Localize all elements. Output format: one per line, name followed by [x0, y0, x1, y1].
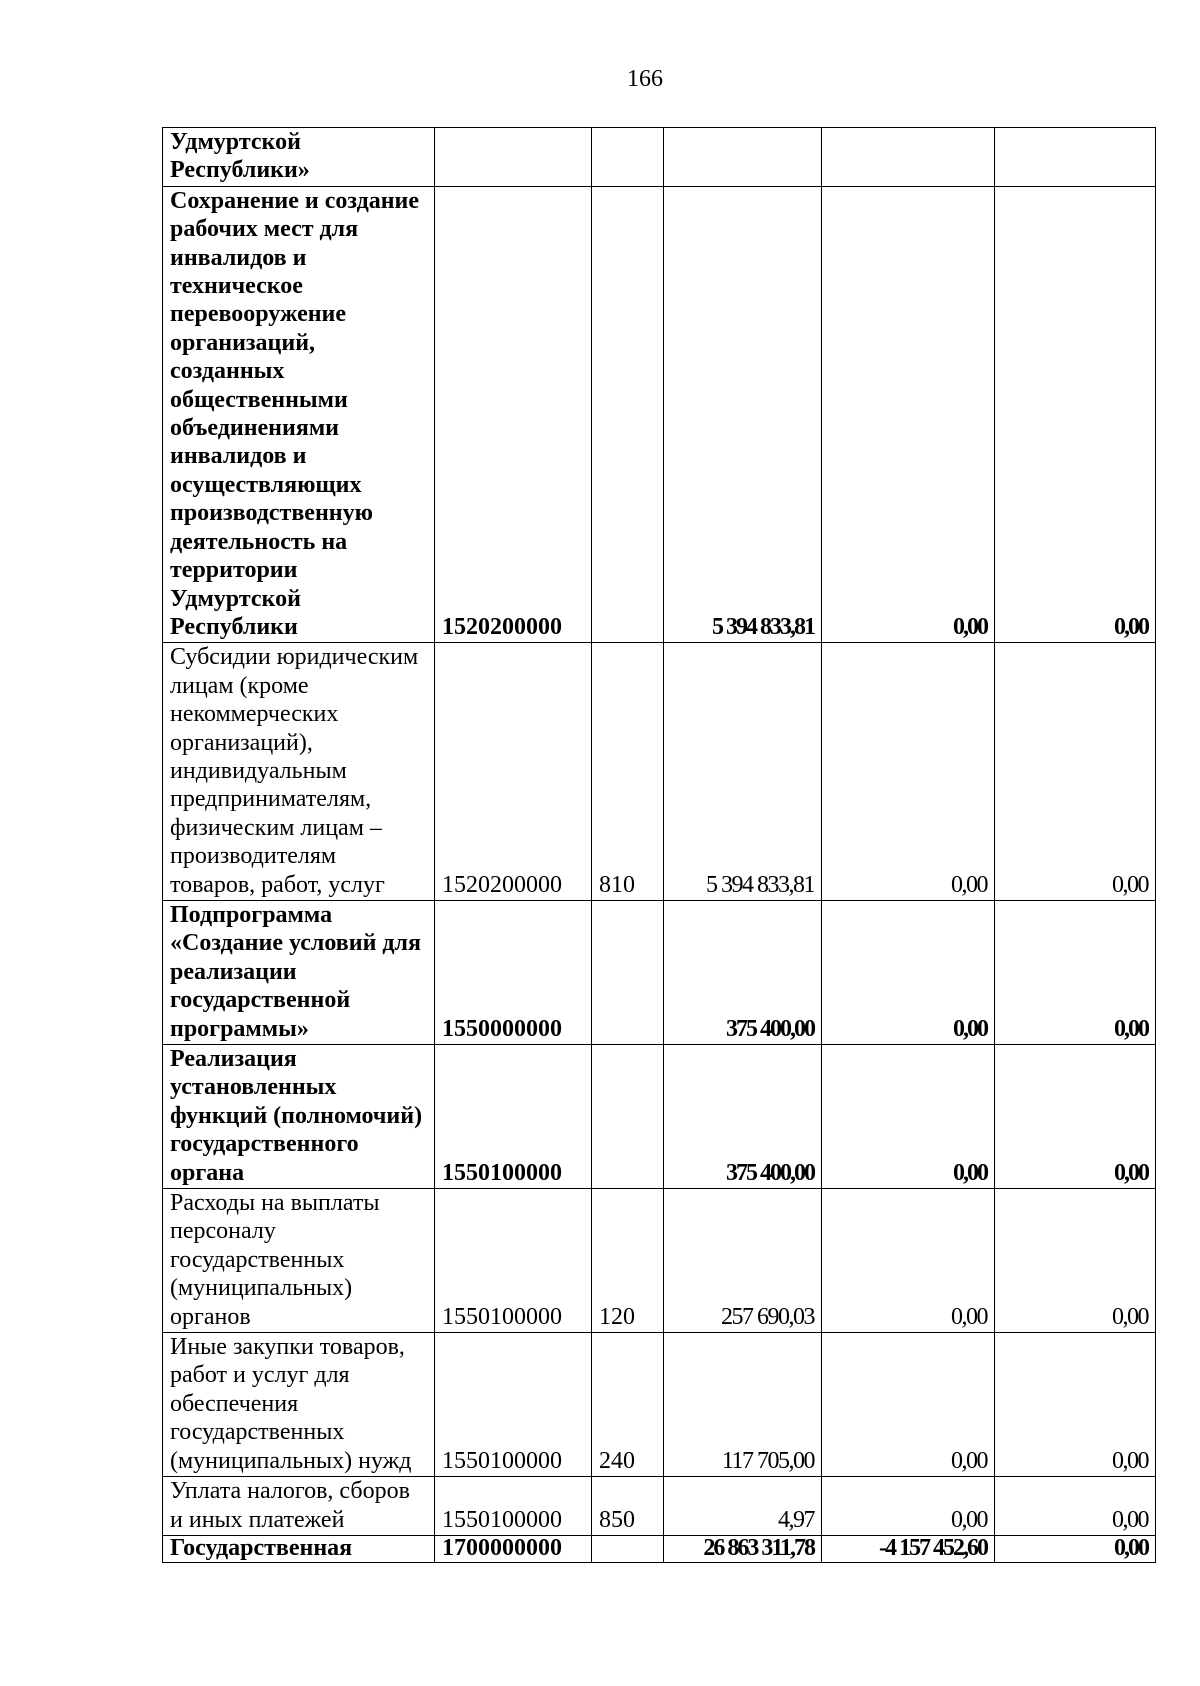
- table-row: [163, 1535, 1156, 1562]
- row-code: 1550100000: [435, 1189, 592, 1333]
- row-code: [435, 128, 592, 187]
- row-value-2: 0,00: [822, 1477, 995, 1536]
- row-name: Сохранение и создание рабочих мест для инвалидов и техническое перевооружение организаций, созданных общественными объединениями инвалидов и осуществляющих производственную деятельность на территории Удмуртской Республики: [163, 186, 435, 643]
- row-value-1: 5 394 833,81: [664, 643, 822, 901]
- row-name: Иные закупки товаров, работ и услуг для обеспечения государственных (муниципальных) нужд: [163, 1333, 435, 1477]
- row-expense-type: 850: [592, 1477, 664, 1536]
- row-value-3: 0,00: [995, 1189, 1156, 1333]
- row-expense-type: 240: [592, 1333, 664, 1477]
- row-value-2: 0,00: [822, 643, 995, 901]
- row-expense-type: [592, 900, 664, 1044]
- row-value-3: 0,00: [995, 1333, 1156, 1477]
- row-expense-type: [592, 128, 664, 187]
- row-value-3: 0,00: [995, 186, 1156, 643]
- row-value-2: 0,00: [822, 1189, 995, 1333]
- table-row: [163, 1333, 1156, 1477]
- row-value-3: [995, 128, 1156, 187]
- row-code: 1700000000: [435, 1535, 592, 1562]
- row-value-1: [664, 128, 822, 187]
- row-name: Расходы на выплаты персоналу государственных (муниципальных) органов: [163, 1189, 435, 1333]
- row-value-2: 0,00: [822, 900, 995, 1044]
- row-value-1: 4,97: [664, 1477, 822, 1536]
- row-value-3: 0,00: [995, 643, 1156, 901]
- table-row: [163, 900, 1156, 1044]
- row-expense-type: [592, 186, 664, 643]
- budget-table: [162, 127, 1156, 1563]
- table-row: [163, 186, 1156, 643]
- row-value-1: 5 394 833,81: [664, 186, 822, 643]
- row-name: Подпрограмма «Создание условий для реализации государственной программы»: [163, 900, 435, 1044]
- row-value-2: 0,00: [822, 186, 995, 643]
- table-row: [163, 1477, 1156, 1536]
- row-name: Субсидии юридическим лицам (кроме некоммерческих организаций), индивидуальным предпринимателям, физическим лицам – производителям товаров, работ, услуг: [163, 643, 435, 901]
- row-value-2: [822, 128, 995, 187]
- row-name: Уплата налогов, сборов и иных платежей: [163, 1477, 435, 1536]
- row-value-1: 117 705,00: [664, 1333, 822, 1477]
- row-code: 1550000000: [435, 900, 592, 1044]
- row-value-1: 375 400,00: [664, 1045, 822, 1189]
- row-code: 1520200000: [435, 643, 592, 901]
- table-row: [163, 1189, 1156, 1333]
- row-code: 1550100000: [435, 1045, 592, 1189]
- row-value-2: 0,00: [822, 1333, 995, 1477]
- row-code: 1550100000: [435, 1333, 592, 1477]
- row-expense-type: 120: [592, 1189, 664, 1333]
- row-name: Реализация установленных функций (полномочий) государственного органа: [163, 1045, 435, 1189]
- row-value-1: 375 400,00: [664, 900, 822, 1044]
- row-name: Удмуртской Республики»: [163, 128, 435, 187]
- row-value-1: 257 690,03: [664, 1189, 822, 1333]
- table-row: [163, 128, 1156, 187]
- row-value-3: 0,00: [995, 1477, 1156, 1536]
- row-value-3: 0,00: [995, 1535, 1156, 1562]
- row-code: 1520200000: [435, 186, 592, 643]
- row-value-1: 26 863 311,78: [664, 1535, 822, 1562]
- row-value-3: 0,00: [995, 900, 1156, 1044]
- row-expense-type: 810: [592, 643, 664, 901]
- row-code: 1550100000: [435, 1477, 592, 1536]
- row-expense-type: [592, 1535, 664, 1562]
- row-expense-type: [592, 1045, 664, 1189]
- row-value-3: 0,00: [995, 1045, 1156, 1189]
- row-name: Государственная: [163, 1535, 435, 1562]
- table-row: [163, 1045, 1156, 1189]
- row-value-2: -4 157 452,60: [822, 1535, 995, 1562]
- page-number: 166: [627, 66, 663, 92]
- table-row: [163, 643, 1156, 901]
- row-value-2: 0,00: [822, 1045, 995, 1189]
